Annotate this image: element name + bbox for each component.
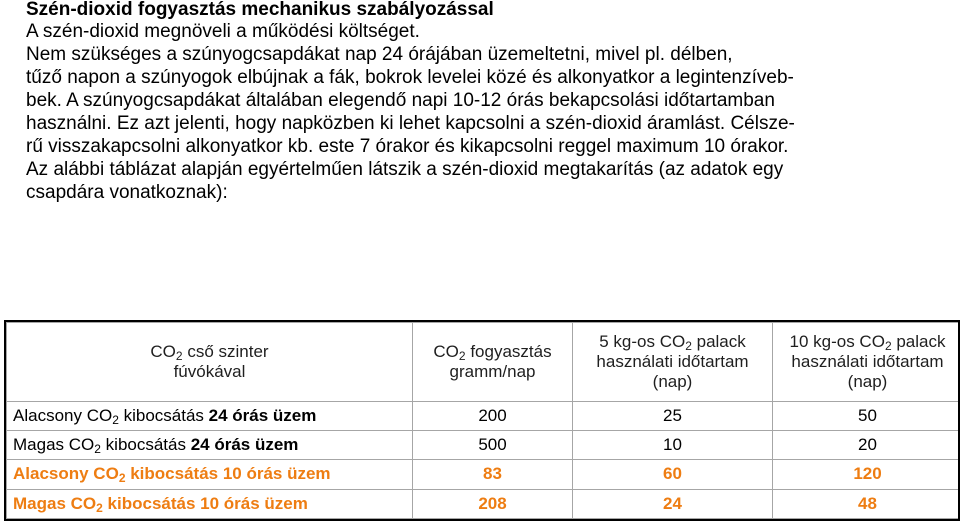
paragraph-line-2: Nem szükséges a szúnyogcsapdákat nap 24 órájában üzemeltetni, mivel pl. délben, [26,44,733,65]
cell-consumption: 200 [413,401,573,430]
table-row [7,401,960,430]
cell-days-10kg: 50 [773,401,960,430]
cell-days-5kg: 24 [573,489,773,518]
cell-days-10kg: 48 [773,489,960,518]
paragraph-line-7: Az alábbi táblázat alapján egyértelműen látszik a szén-dioxid megtakarítás (az adatok egy [26,159,784,180]
cell-days-10kg: 20 [773,430,960,459]
cell-days-5kg: 25 [573,401,773,430]
row-label: Alacsony $CO_2$ kibocsátás 10 órás üzem [7,460,413,489]
cell-consumption: 208 [413,489,573,518]
header-co2-consumption: $CO_2$ fogyasztás gramm/nap [413,323,573,402]
paragraph-line-1: A szén-dioxid megnöveli a működési költséget. [26,21,420,42]
paragraph-line-6: rű visszakapcsolni alkonyatkor kb. este 7 órakor és kikapcsolni reggel maximum 10 órakor. [26,136,789,157]
paragraph-line-5: használni. Ez azt jelenti, hogy napközben ki lehet kapcsolni a szén-dioxid áramlást. Célsze- [26,113,795,134]
cell-days-10kg: 120 [773,460,960,489]
paragraph-line-8: csapdára vonatkoznak): [26,182,228,203]
header-10kg-bottle: 10 kg-os $CO_2$ palack használati időtartam (nap) [773,323,960,402]
co2-consumption-table [4,320,960,521]
row-label: Magas $CO_2$ kibocsátás 10 órás üzem [7,489,413,518]
table-row-highlight [7,489,960,518]
page-heading: Szén-dioxid fogyasztás mechanikus szabályozással [26,0,494,20]
table-row-highlight [7,460,960,489]
header-5kg-bottle: 5 kg-os $CO_2$ palack használati időtartam (nap) [573,323,773,402]
header-co2-pipe: $CO_2$ cső szinter fúvókával [7,323,413,402]
text-block [26,0,926,204]
cell-days-5kg: 60 [573,460,773,489]
table-row [7,430,960,459]
row-label: Alacsony $CO_2$ kibocsátás 24 órás üzem [7,401,413,430]
cell-consumption: 83 [413,460,573,489]
table-header-row [7,323,960,402]
paragraph-line-4: bek. A szúnyogcsapdákat általában elegendő napi 10-12 órás bekapcsolási időtartamban [26,90,775,111]
cell-days-5kg: 10 [573,430,773,459]
row-label: Magas $CO_2$ kibocsátás 24 órás üzem [7,430,413,459]
paragraph-line-3: tűző napon a szúnyogok elbújnak a fák, bokrok levelei közé és alkonyatkor a legintenzíveb- [26,67,794,88]
cell-consumption: 500 [413,430,573,459]
